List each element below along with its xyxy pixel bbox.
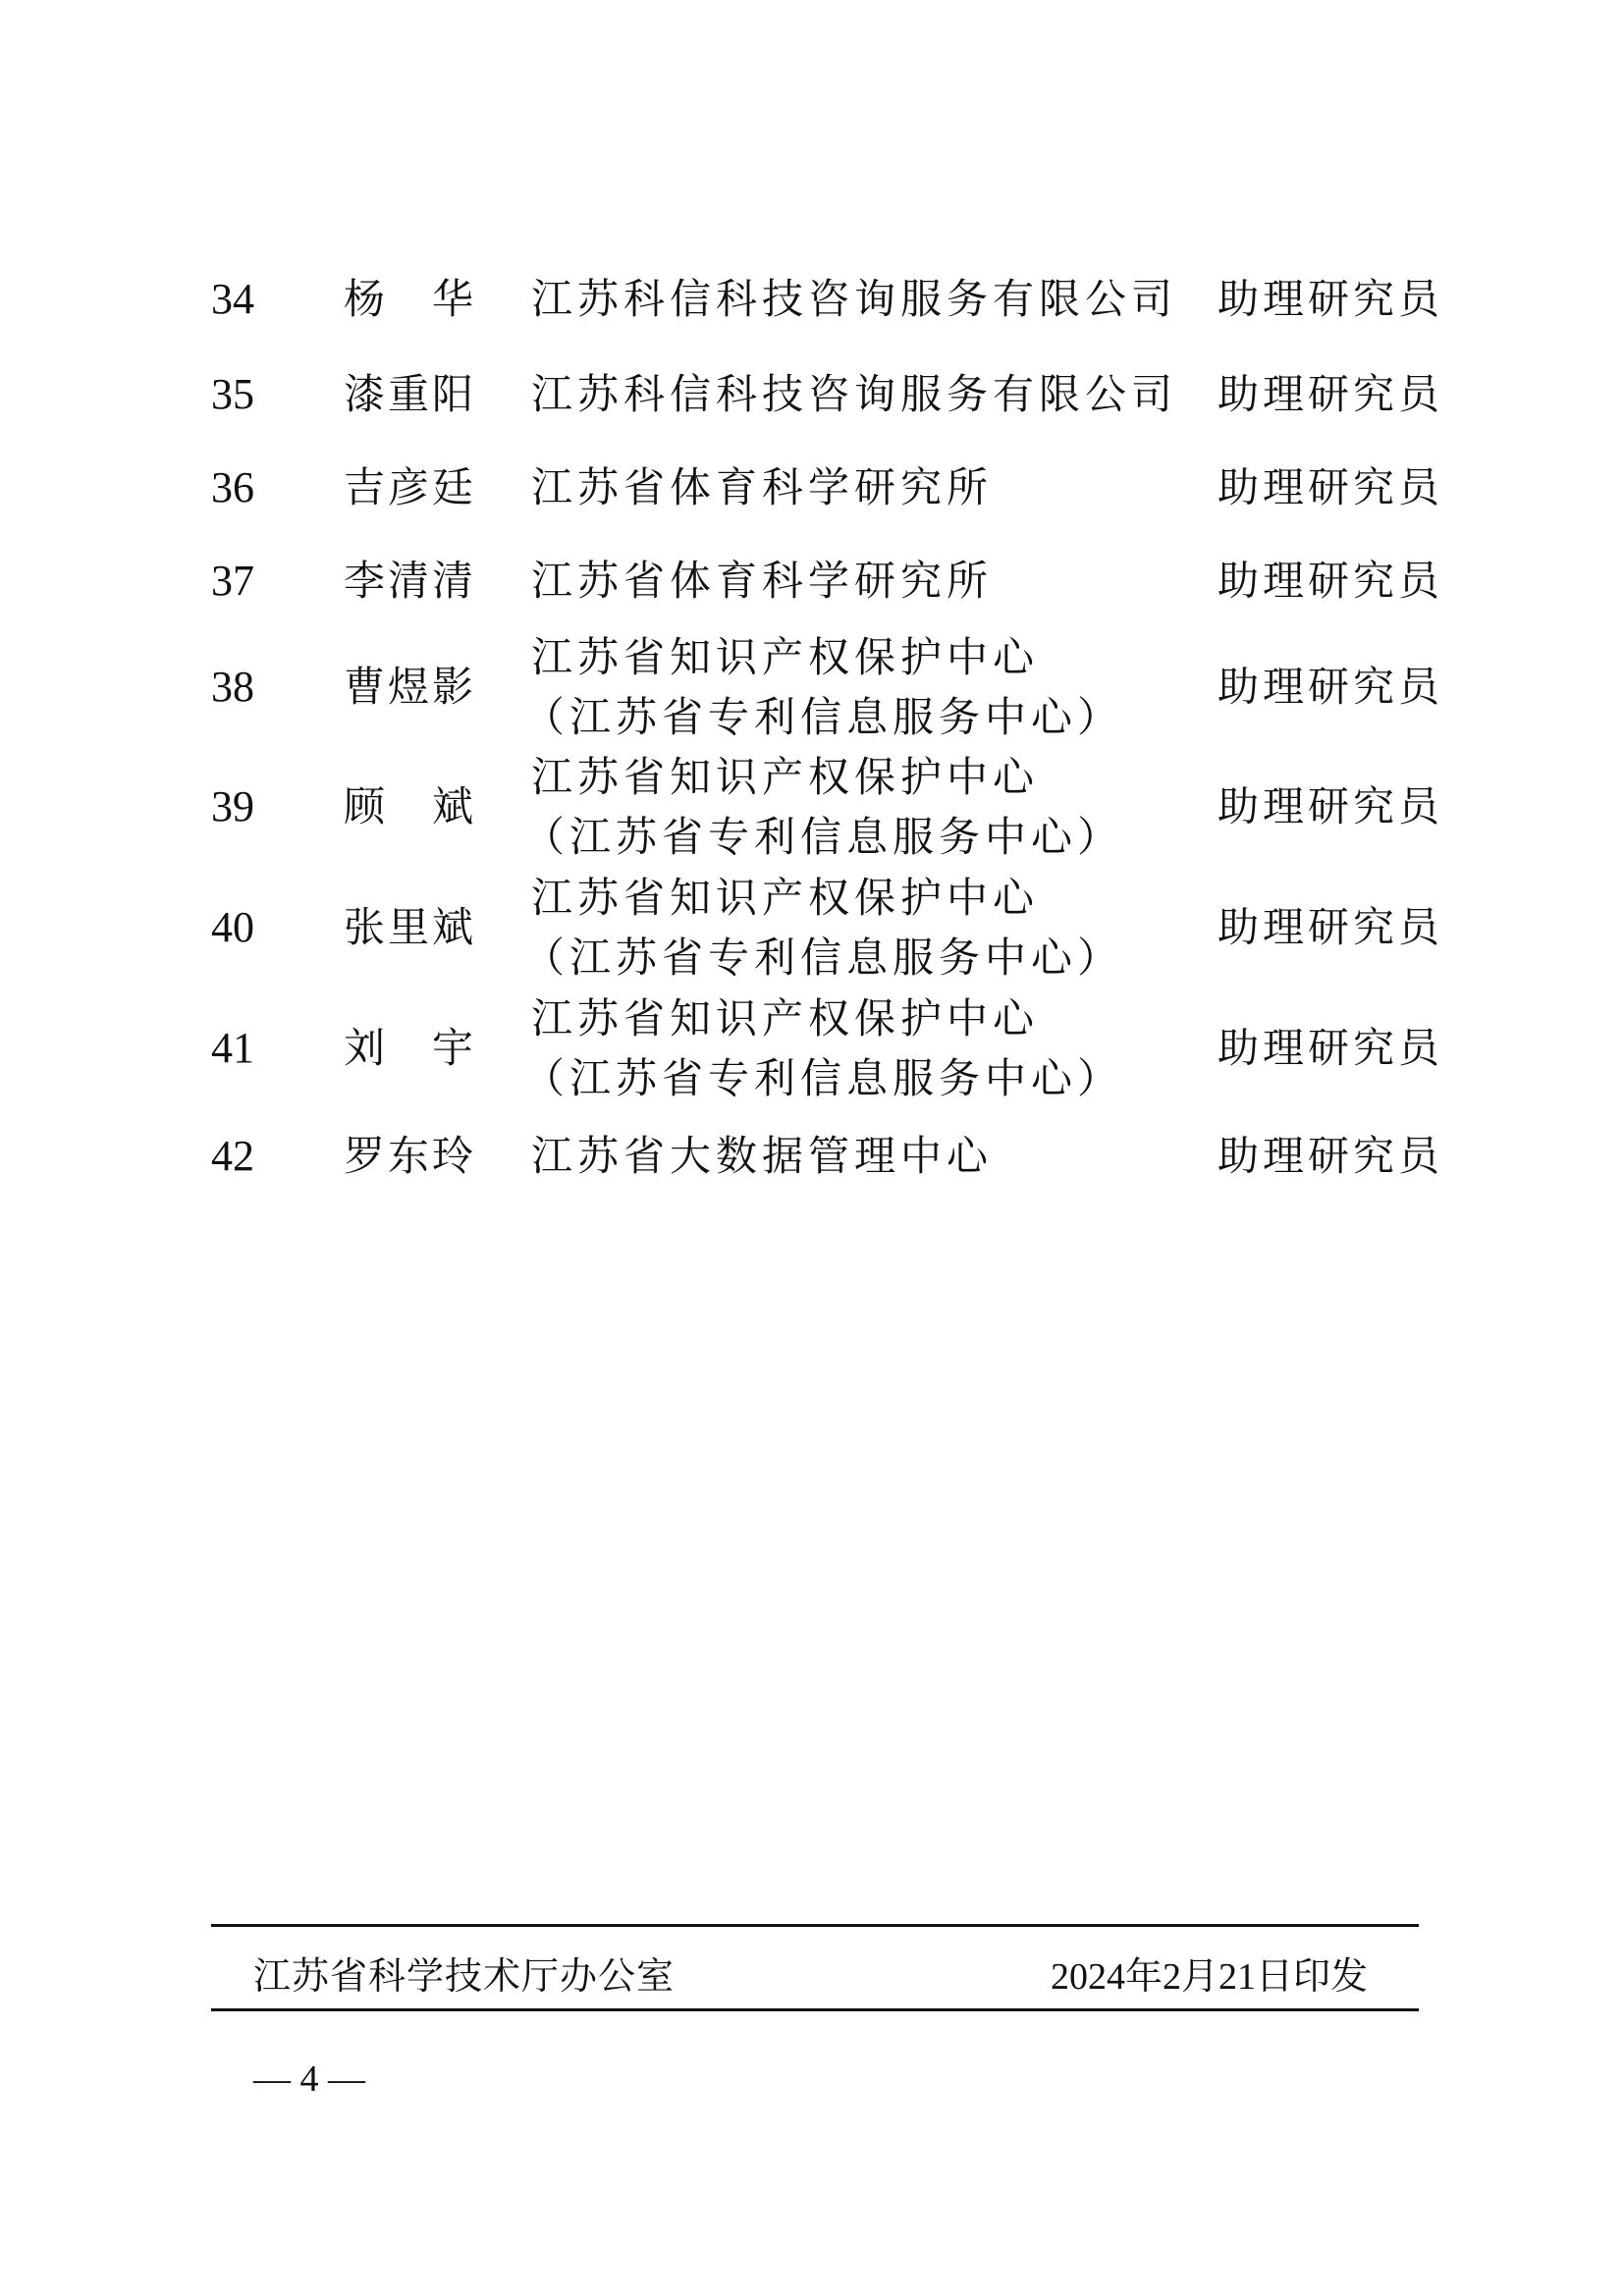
person-name-char: 宇 (431, 1024, 473, 1072)
organization-line: （江苏省专利信息服务中心） (523, 934, 1124, 982)
organization (523, 868, 1124, 988)
organization (531, 365, 1177, 424)
job-title: 助理研究员 (1218, 663, 1444, 711)
organization-line: 江苏省体育科学研究所 (531, 463, 994, 511)
person-name-char: 杨 (344, 275, 386, 323)
organization-line: 江苏省知识产权保护中心 (531, 633, 1040, 681)
organization-line: （江苏省专利信息服务中心） (523, 813, 1124, 861)
person-name-char: 罗 (344, 1132, 386, 1180)
list-item (0, 1127, 1624, 1186)
footer-top-rule (211, 1924, 1419, 1927)
entry-number: 41 (211, 1024, 254, 1072)
person-name-char: 清 (387, 557, 429, 605)
organization-line: 江苏科信科技咨询服务有限公司 (531, 275, 1178, 323)
person-name-char: 廷 (431, 463, 473, 511)
organization (523, 747, 1124, 867)
person-name-char: 玲 (431, 1132, 473, 1180)
person-name (344, 898, 473, 957)
person-name-char: 煜 (387, 663, 429, 711)
person-name-char: 刘 (344, 1024, 386, 1072)
organization-line: 江苏省知识产权保护中心 (531, 753, 1040, 801)
person-name-char: 顾 (344, 782, 386, 830)
entry-number: 34 (211, 275, 254, 323)
person-name-char: 张 (344, 903, 386, 951)
person-name-char: 吉 (344, 463, 386, 511)
entry-number: 42 (211, 1132, 254, 1180)
footer-bottom-rule (211, 2008, 1419, 2011)
organization-line: （江苏省专利信息服务中心） (523, 693, 1124, 741)
organization-line: 江苏省知识产权保护中心 (531, 994, 1040, 1042)
person-name (344, 458, 473, 517)
list-item (0, 633, 1624, 741)
job-title: 助理研究员 (1218, 557, 1444, 605)
person-name-char: 重 (387, 370, 429, 418)
organization (523, 988, 1124, 1108)
person-name (344, 365, 473, 424)
entry-number: 39 (211, 782, 254, 830)
person-name (344, 270, 473, 329)
person-name (344, 777, 473, 836)
list-item (0, 552, 1624, 611)
job-title: 助理研究员 (1218, 275, 1444, 323)
entry-number: 36 (211, 463, 254, 511)
entry-number: 40 (211, 903, 254, 951)
list-item (0, 753, 1624, 861)
person-name-char: 斌 (431, 903, 473, 951)
organization-line: 江苏省知识产权保护中心 (531, 874, 1040, 922)
person-name-char: 漆 (344, 370, 386, 418)
list-item (0, 458, 1624, 517)
organization-line: 江苏省体育科学研究所 (531, 557, 994, 605)
organization-line: 江苏省大数据管理中心 (531, 1132, 994, 1180)
list-item (0, 874, 1624, 982)
organization-line: （江苏省专利信息服务中心） (523, 1054, 1124, 1102)
person-name (344, 1019, 473, 1078)
person-name-char: 影 (431, 663, 473, 711)
list-item (0, 365, 1624, 424)
job-title: 助理研究员 (1218, 782, 1444, 830)
job-title: 助理研究员 (1218, 1132, 1444, 1180)
entry-number: 38 (211, 663, 254, 711)
person-name (344, 1127, 473, 1186)
person-name-char: 李 (344, 557, 386, 605)
person-name-char: 东 (387, 1132, 429, 1180)
person-name-char: 斌 (431, 782, 473, 830)
job-title: 助理研究员 (1218, 370, 1444, 418)
entry-number: 35 (211, 370, 254, 418)
organization (523, 627, 1124, 747)
footer-issuer: 江苏省科学技术厅办公室 (253, 1954, 676, 1998)
organization (531, 458, 993, 517)
list-item (0, 994, 1624, 1102)
person-name-char: 清 (431, 557, 473, 605)
person-name-char: 阳 (431, 370, 473, 418)
person-name-char: 华 (431, 275, 473, 323)
page-number: — 4 — (253, 2058, 365, 2100)
person-name-char: 彦 (387, 463, 429, 511)
footer-print-date: 2024年2月21日印发 (1051, 1956, 1369, 1998)
job-title: 助理研究员 (1218, 1024, 1444, 1072)
organization (531, 1127, 993, 1186)
list-item (0, 270, 1624, 329)
person-name-char: 里 (387, 903, 429, 951)
entry-number: 37 (211, 557, 254, 605)
person-name-char: 曹 (344, 663, 386, 711)
organization-line: 江苏科信科技咨询服务有限公司 (531, 370, 1178, 418)
job-title: 助理研究员 (1218, 463, 1444, 511)
organization (531, 270, 1177, 329)
job-title: 助理研究员 (1218, 903, 1444, 951)
person-name (344, 658, 473, 717)
organization (531, 552, 993, 611)
person-name (344, 552, 473, 611)
